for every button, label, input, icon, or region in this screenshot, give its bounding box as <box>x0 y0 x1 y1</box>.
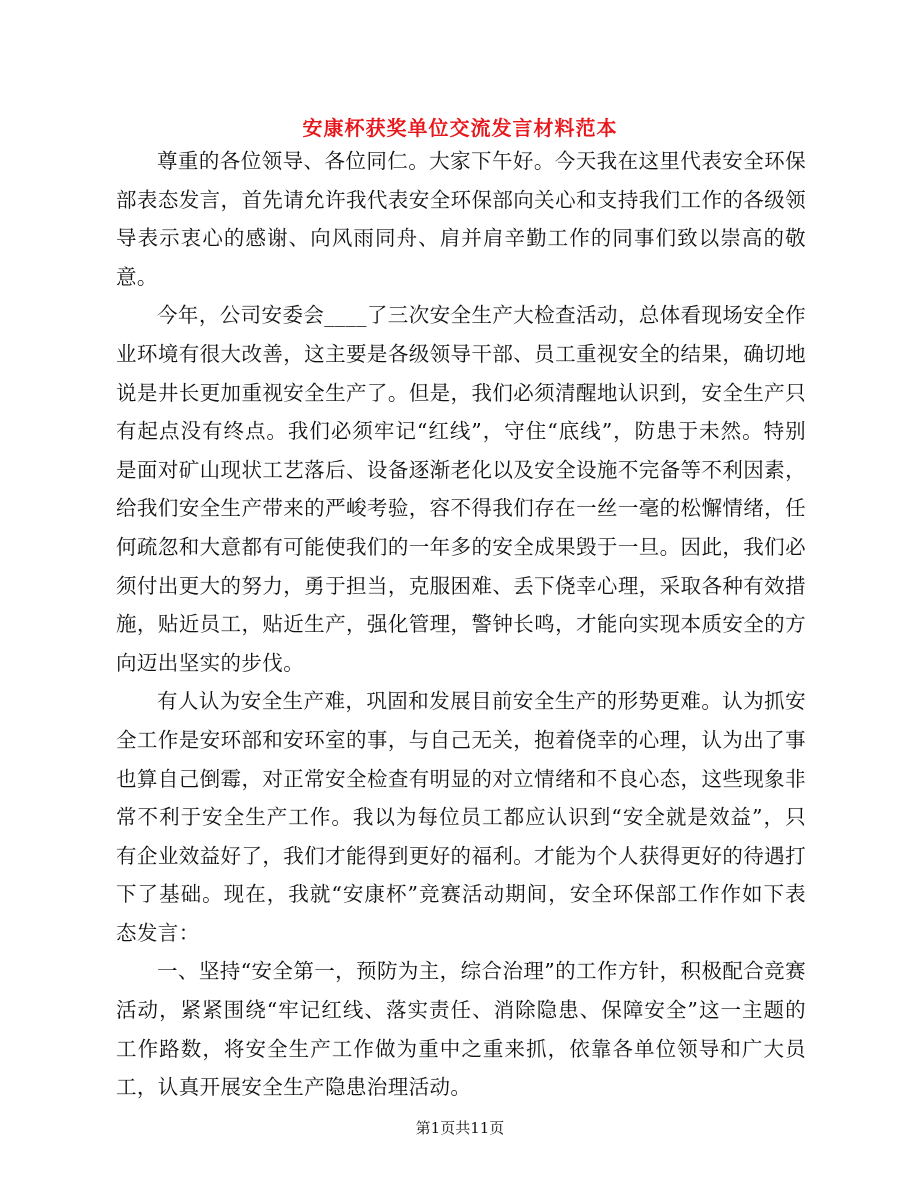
paragraph-point-one: 一、坚持“安全第一，预防为主，综合治理”的工作方针，积极配合竞赛活动，紧紧围绕“牢记红线、落实责任、消除隐患、保障安全”这一主题的工作路数，将安全生产工作做为重中之重来抓，依靠各单位领导和广大员工，认真开展安全生产隐患治理活动。 <box>116 959 806 1100</box>
paragraph-greeting: 尊重的各位领导、各位同仁。大家下午好。今天我在这里代表安全环保部表态发言，首先请允许我代表安全环保部向关心和支持我们工作的各级领导表示衷心的感谢、向风雨同舟、肩并肩辛勤工作的同事们致以崇高的敬意。 <box>116 149 806 289</box>
paragraph-some-people: 有人认为安全生产难，巩固和发展目前安全生产的形势更难。认为抓安全工作是安环部和安环室的事，与自己无关，抱着侥幸的心理，认为出了事也算自己倒霉，对正常安全检查有明显的对立情绪和不良心态，这些现象非常不利于安全生产工作。我以为每位员工都应认识到“安全就是效益”，只有企业效益好了，我们才能得到更好的福利。才能为个人获得更好的待遇打下了基础。现在，我就“安康杯”竞赛活动期间，安全环保部工作作如下表态发言： <box>116 689 806 945</box>
page-number: 第1页共11页 <box>415 1119 505 1137</box>
document-body <box>116 142 806 1107</box>
paragraph-this-year: 今年，公司安委会____了三次安全生产大检查活动，总体看现场安全作业环境有很大改善，这主要是各级领导干部、员工重视安全的结果，确切地说是井长更加重视安全生产了。但是，我们必须清醒地认识到，安全生产只有起点没有终点。我们必须牢记“红线”，守住“底线”，防患于未然。特别是面对矿山现状工艺落后、设备逐渐老化以及安全设施不完备等不利因素，给我们安全生产带来的严峻考验，容不得我们存在一丝一毫的松懈情绪，任何疏忽和大意都有可能使我们的一年多的安全成果毁于一旦。因此，我们必须付出更大的努力，勇于担当，克服困难、丢下侥幸心理，采取各种有效措施，贴近员工，贴近生产，强化管理，警钟长鸣，才能向实现本质安全的方向迈出坚实的步伐。 <box>116 303 806 675</box>
document-title: 安康杯获奖单位交流发言材料范本 <box>302 116 618 140</box>
